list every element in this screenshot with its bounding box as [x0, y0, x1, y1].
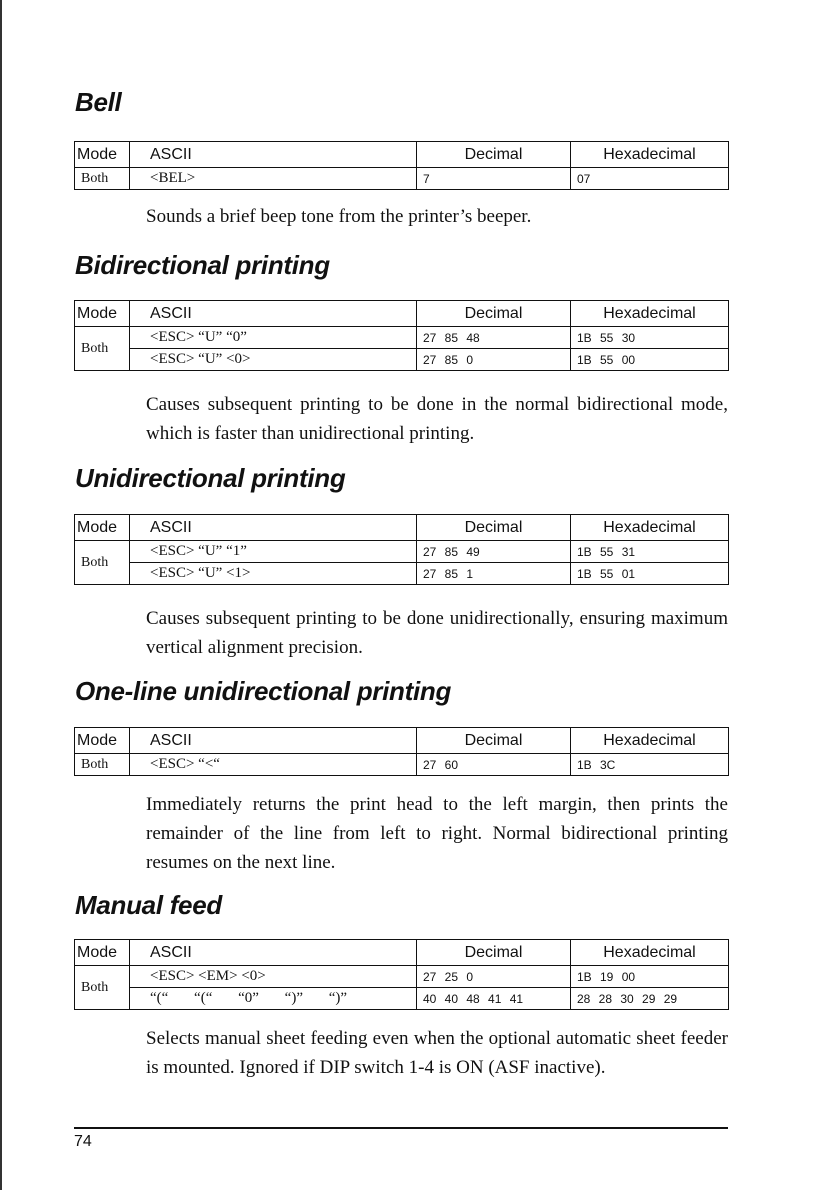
hex-cell: 07 — [571, 168, 729, 190]
ascii-cell: <ESC> “U” <0> — [130, 349, 417, 371]
table-row — [75, 563, 729, 585]
header-mode: Mode — [75, 301, 130, 327]
mode-cell: Both — [75, 966, 130, 1010]
hex-cell: 28 28 30 29 29 — [571, 988, 729, 1010]
section-title-unidirectional: Unidirectional printing — [75, 463, 346, 493]
mode-cell: Both — [75, 754, 130, 776]
header-ascii: ASCII — [130, 728, 417, 754]
header-mode: Mode — [75, 515, 130, 541]
mode-cell: Both — [75, 327, 130, 371]
mode-cell: Both — [75, 541, 130, 585]
table-row — [75, 349, 729, 371]
decimal-cell: 27 85 49 — [417, 541, 571, 563]
ascii-cell: <ESC> “U” “0” — [130, 327, 417, 349]
table-row — [75, 168, 729, 190]
section-title-bell: Bell — [75, 87, 122, 117]
bell-description: Sounds a brief beep tone from the printer’s beeper. — [146, 206, 532, 227]
decimal-cell: 40 40 48 41 41 — [417, 988, 571, 1010]
unidirectional-description: Causes subsequent printing to be done unidirectionally, ensuring maximum vertical alignment precision. — [146, 608, 728, 658]
hex-cell: 1B 19 00 — [571, 966, 729, 988]
ascii-cell: “(“ “(“ “0” “)” “)” — [130, 988, 417, 1010]
footer-rule — [74, 1127, 728, 1129]
header-ascii: ASCII — [130, 940, 417, 966]
decimal-cell: 27 85 48 — [417, 327, 571, 349]
header-ascii: ASCII — [130, 515, 417, 541]
table-header-row — [75, 301, 729, 327]
header-mode: Mode — [75, 940, 130, 966]
table-row — [75, 541, 729, 563]
ascii-cell: <ESC> “<“ — [130, 754, 417, 776]
ascii-cell: <ESC> “U” <1> — [130, 563, 417, 585]
header-hex: Hexadecimal — [571, 940, 729, 966]
header-hex: Hexadecimal — [571, 142, 729, 168]
hex-cell: 1B 55 01 — [571, 563, 729, 585]
one-line-description: Immediately returns the print head to the left margin, then prints the remainder of the line from left to right. Normal bidirectional printing resumes on the next line. — [146, 794, 728, 873]
ascii-cell: <ESC> “U” “1” — [130, 541, 417, 563]
header-decimal: Decimal — [417, 940, 571, 966]
hex-cell: 1B 55 31 — [571, 541, 729, 563]
table-row — [75, 988, 729, 1010]
ascii-cell: <ESC> <EM> <0> — [130, 966, 417, 988]
section-title-bidirectional: Bidirectional printing — [75, 250, 330, 280]
section-title-one-line-unidirectional: One-line unidirectional printing — [75, 676, 452, 706]
hex-cell: 1B 55 30 — [571, 327, 729, 349]
header-hex: Hexadecimal — [571, 515, 729, 541]
header-hex: Hexadecimal — [571, 728, 729, 754]
table-header-row — [75, 142, 729, 168]
page-edge — [0, 0, 2, 1190]
table-header-row — [75, 728, 729, 754]
header-decimal: Decimal — [417, 301, 571, 327]
header-ascii: ASCII — [130, 301, 417, 327]
ascii-cell: <BEL> — [130, 168, 417, 190]
one-line-command-table — [74, 727, 729, 776]
unidirectional-command-table — [74, 514, 729, 585]
header-mode: Mode — [75, 728, 130, 754]
table-row — [75, 966, 729, 988]
table-row — [75, 327, 729, 349]
page-number: 74 — [74, 1133, 92, 1150]
decimal-cell: 27 25 0 — [417, 966, 571, 988]
table-header-row — [75, 940, 729, 966]
bell-command-table — [74, 141, 729, 190]
decimal-cell: 27 85 0 — [417, 349, 571, 371]
header-decimal: Decimal — [417, 142, 571, 168]
hex-cell: 1B 55 00 — [571, 349, 729, 371]
decimal-cell: 27 60 — [417, 754, 571, 776]
decimal-cell: 7 — [417, 168, 571, 190]
header-ascii: ASCII — [130, 142, 417, 168]
header-decimal: Decimal — [417, 728, 571, 754]
table-header-row — [75, 515, 729, 541]
hex-cell: 1B 3C — [571, 754, 729, 776]
manual-feed-command-table — [74, 939, 729, 1010]
section-title-manual-feed: Manual feed — [75, 890, 222, 920]
table-row — [75, 754, 729, 776]
header-hex: Hexadecimal — [571, 301, 729, 327]
decimal-cell: 27 85 1 — [417, 563, 571, 585]
header-mode: Mode — [75, 142, 130, 168]
bidirectional-command-table — [74, 300, 729, 371]
mode-cell: Both — [75, 168, 130, 190]
bidirectional-description: Causes subsequent printing to be done in the normal bidirectional mode, which is faster than unidirectional printing. — [146, 394, 728, 444]
manual-feed-description: Selects manual sheet feeding even when the optional automatic sheet feeder is mounted. Ignored if DIP switch 1-4 is ON (ASF inactive). — [146, 1028, 728, 1078]
header-decimal: Decimal — [417, 515, 571, 541]
